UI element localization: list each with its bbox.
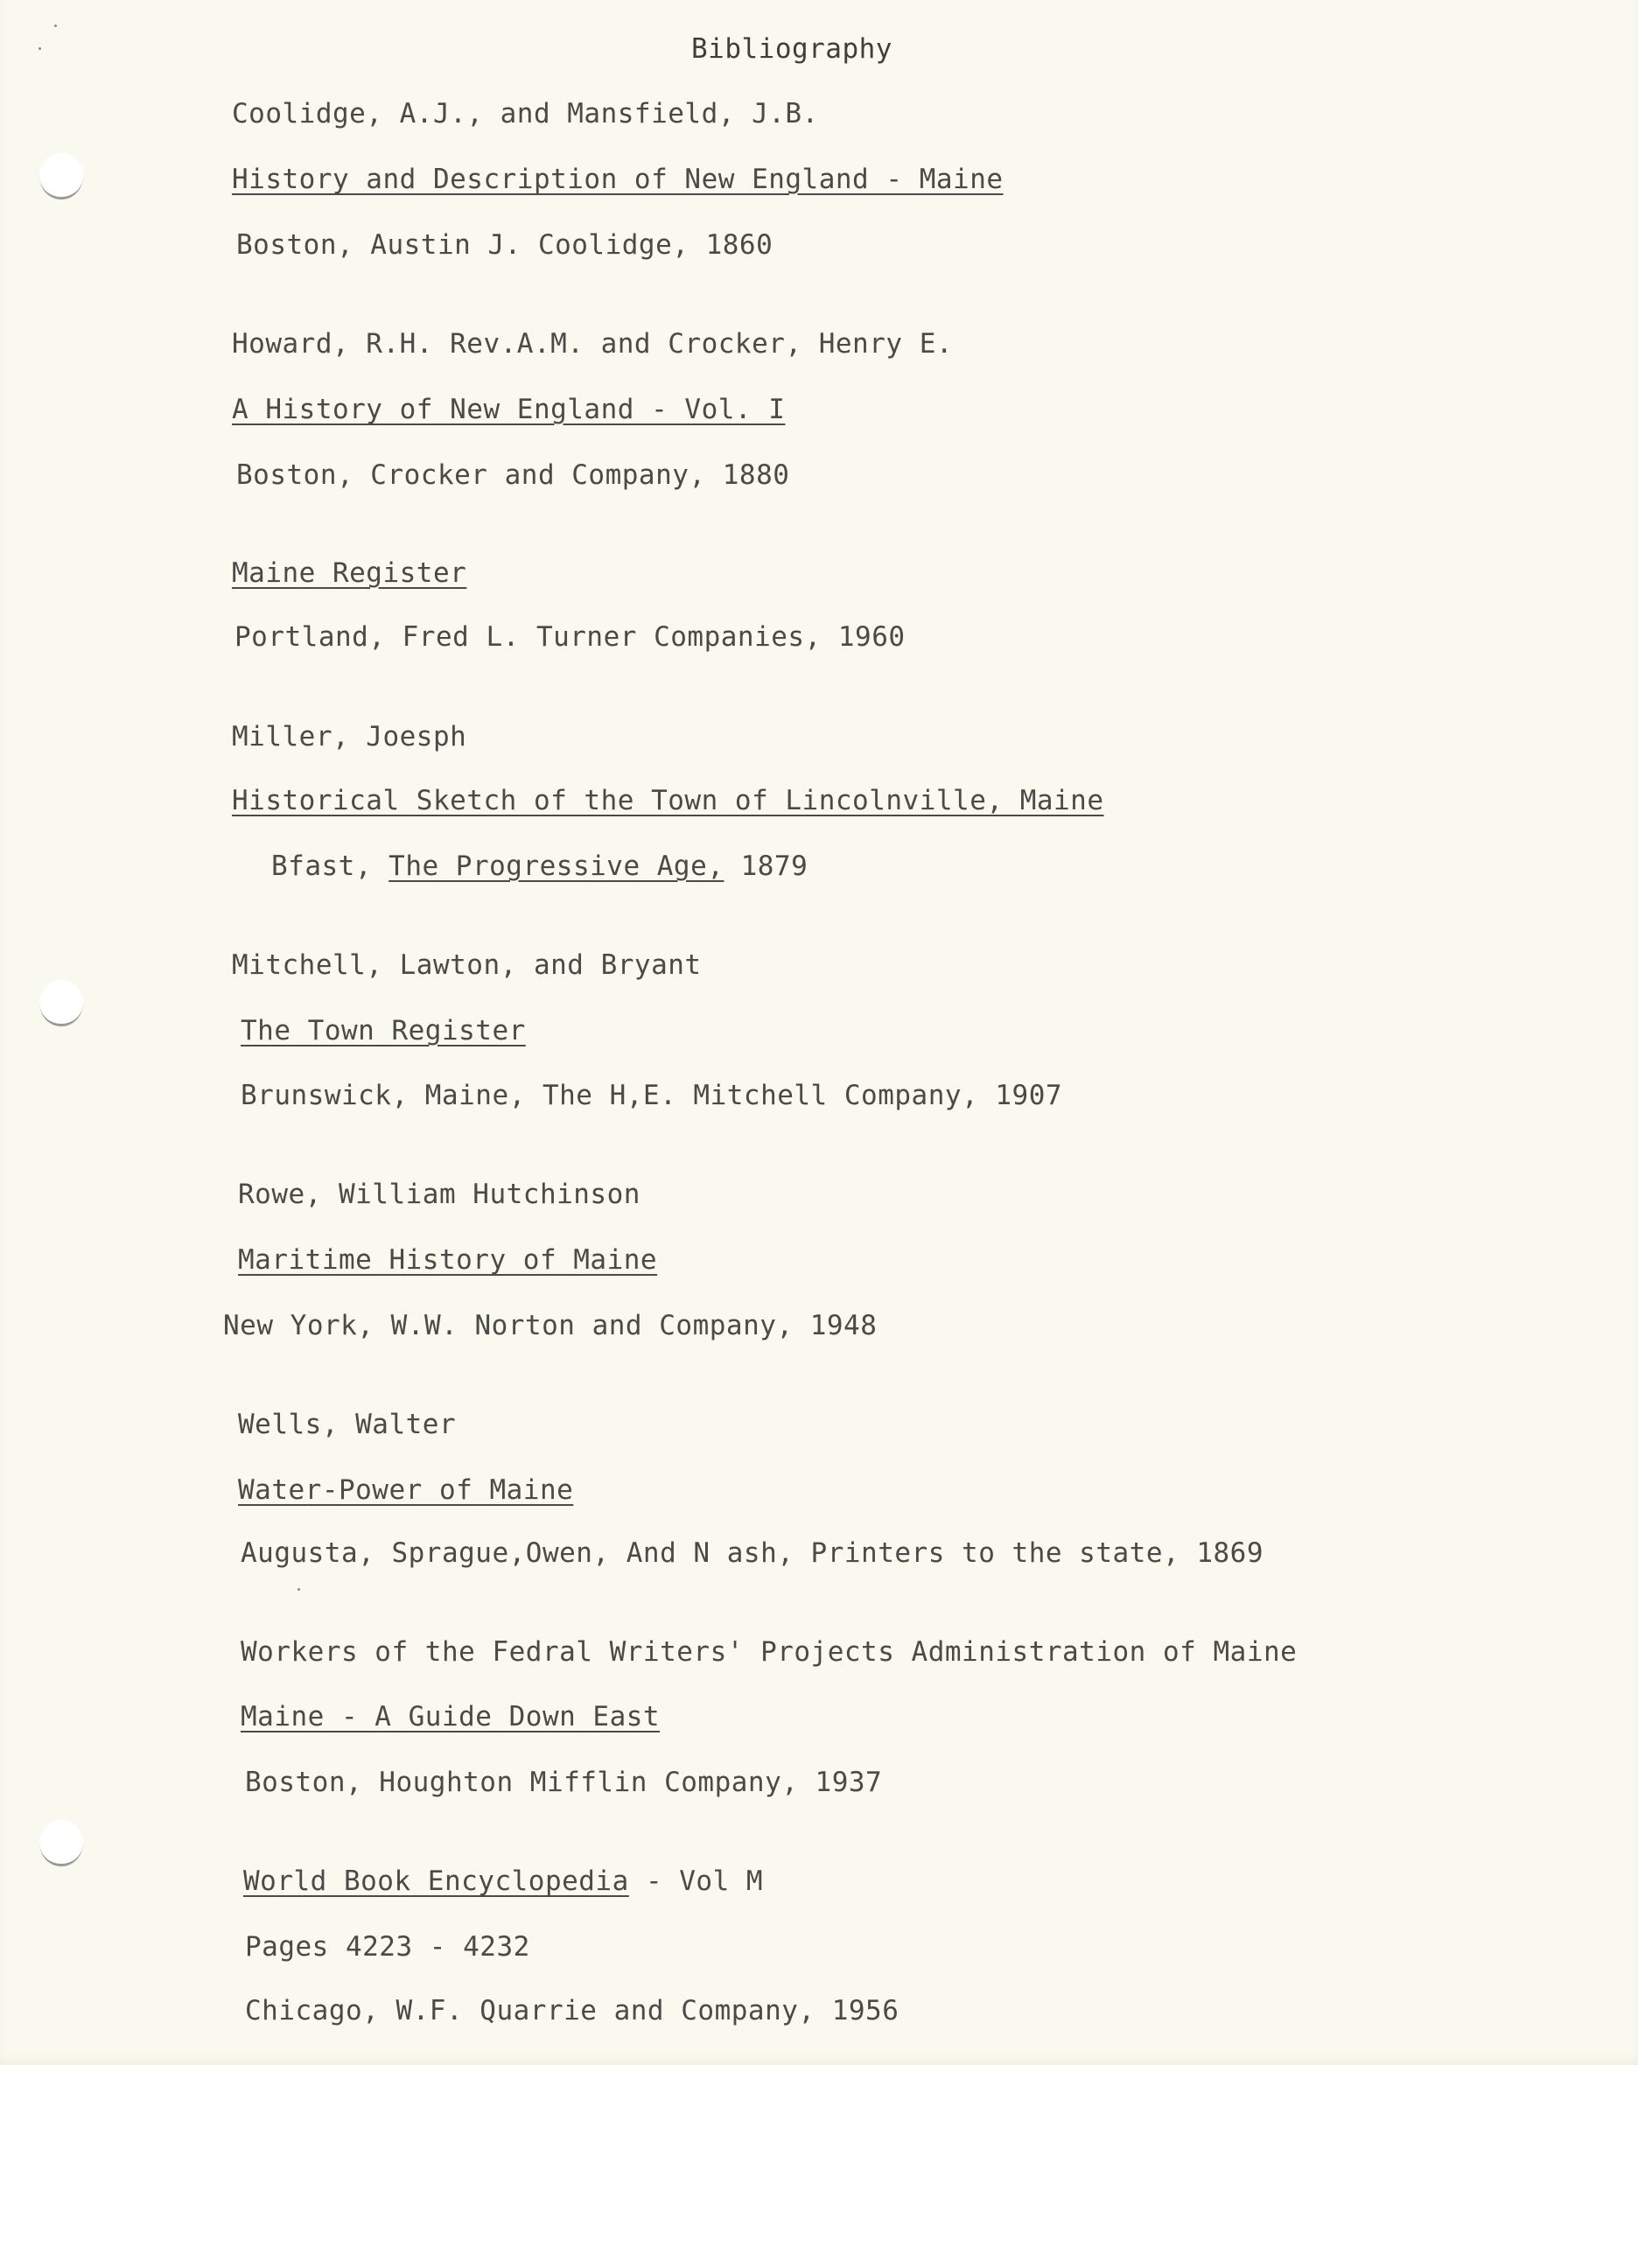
entry-author: Workers of the Fedral Writers' Projects Administration of Maine xyxy=(241,1636,1298,1668)
entry-author: Howard, R.H. Rev.A.M. and Crocker, Henry E. xyxy=(232,328,954,360)
entry-publisher: Brunswick, Maine, The H,E. Mitchell Company, 1907 xyxy=(241,1080,1063,1111)
entry-author: Coolidge, A.J., and Mansfield, J.B. xyxy=(232,98,819,130)
publisher-name: The Progressive Age, xyxy=(388,850,724,882)
paper-speck xyxy=(38,47,41,50)
entry-author: Wells, Walter xyxy=(238,1409,457,1440)
entry-title: Maine - A Guide Down East xyxy=(241,1701,661,1732)
entry-publisher: Boston, Crocker and Company, 1880 xyxy=(236,459,790,491)
paper-speck xyxy=(54,24,57,27)
entry-publisher: Augusta, Sprague,Owen, And N ash, Printers to the state, 1869 xyxy=(241,1537,1264,1569)
publisher-place: Bfast, xyxy=(271,850,372,882)
entry-publisher: New York, W.W. Norton and Company, 1948 xyxy=(223,1310,878,1341)
paper-speck xyxy=(298,1588,300,1591)
entry-title: The Town Register xyxy=(241,1015,526,1046)
entry-pages: Pages 4223 - 4232 xyxy=(245,1931,530,1963)
punch-hole-top xyxy=(39,153,83,200)
entry-title: A History of New England - Vol. I xyxy=(232,394,786,425)
punch-hole-middle xyxy=(39,980,83,1026)
punch-hole-bottom xyxy=(39,1820,83,1866)
entry-title: Water-Power of Maine xyxy=(238,1474,574,1506)
entry-title: World Book Encyclopedia xyxy=(243,1866,629,1897)
entry-publisher xyxy=(271,849,808,884)
entry-title: Historical Sketch of the Town of Lincolnville, Maine xyxy=(232,785,1104,816)
entry-title: Maine Register xyxy=(232,557,467,589)
entry-publisher: Portland, Fred L. Turner Companies, 1960 xyxy=(234,621,906,653)
entry-publisher: Boston, Houghton Mifflin Company, 1937 xyxy=(245,1767,883,1798)
entry-title-line xyxy=(243,1864,763,1899)
publisher-year: 1879 xyxy=(740,850,808,882)
entry-publisher: Boston, Austin J. Coolidge, 1860 xyxy=(236,229,774,261)
entry-author: Rowe, William Hutchinson xyxy=(238,1179,640,1210)
entry-author: Mitchell, Lawton, and Bryant xyxy=(232,949,702,981)
entry-title-suffix: - Vol M xyxy=(645,1866,764,1897)
entry-author: Miller, Joesph xyxy=(232,721,467,752)
page-title: Bibliography xyxy=(691,33,892,65)
entry-title: Maritime History of Maine xyxy=(238,1244,658,1276)
entry-publisher: Chicago, W.F. Quarrie and Company, 1956 xyxy=(245,1995,900,2026)
entry-title: History and Description of New England - Maine xyxy=(232,164,1004,195)
